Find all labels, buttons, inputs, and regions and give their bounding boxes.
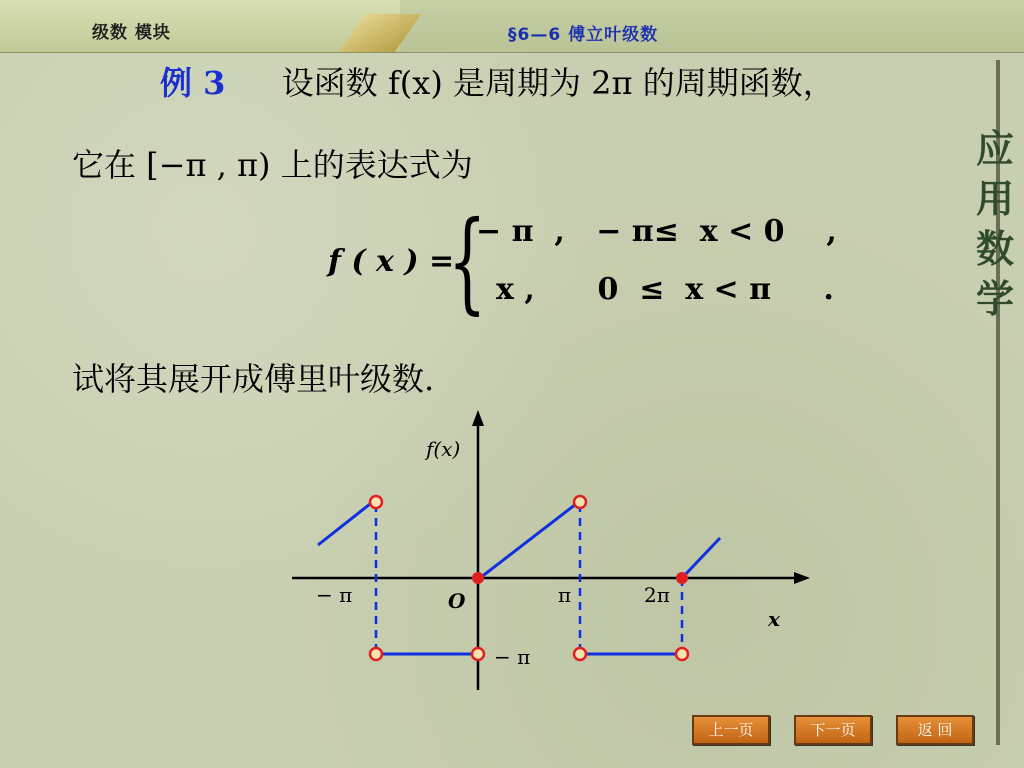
open-point: [370, 648, 382, 660]
side-label-char: 数: [975, 227, 1014, 271]
next-page-button[interactable]: 下一页: [794, 715, 872, 745]
segment-ramp-left: [318, 504, 370, 545]
header-bar: [0, 0, 1024, 53]
example-line-3: 试将其展开成傅里叶级数.: [72, 360, 435, 398]
back-button[interactable]: 返 回: [896, 715, 974, 745]
tick-label-pi: π: [558, 583, 572, 607]
example-line-1: [160, 58, 835, 104]
side-label-char: 学: [975, 277, 1014, 321]
prev-page-button[interactable]: 上一页: [692, 715, 770, 745]
side-label-char: 用: [975, 177, 1014, 221]
side-label: [968, 124, 1022, 324]
example-line-2: 它在 [−π , π) 上的表达式为: [72, 146, 473, 184]
open-point: [370, 496, 382, 508]
example-text-1: 设函数 f(x) 是周期为 2π 的周期函数，: [281, 64, 835, 102]
open-point: [676, 648, 688, 660]
x-axis-arrow: [794, 572, 810, 584]
x-axis-label: x: [768, 607, 780, 631]
y-axis-label: f(x): [426, 437, 461, 461]
y-axis-arrow: [472, 410, 484, 426]
segment-ramp-right: [682, 538, 720, 578]
section-title: §6—6 傅立叶级数: [508, 25, 659, 45]
side-label-char: 应: [975, 127, 1014, 171]
origin-label: O: [448, 589, 466, 613]
open-point: [472, 648, 484, 660]
tick-label-neg-pi: − π: [316, 583, 353, 607]
function-graph: [280, 400, 820, 700]
tick-label-2pi: 2π: [644, 583, 670, 607]
header-left-panel: [0, 0, 400, 52]
open-point: [574, 648, 586, 660]
open-point: [574, 496, 586, 508]
closed-point: [472, 572, 484, 584]
value-label-neg-pi: − π: [494, 645, 531, 669]
example-label: 例 3: [160, 64, 226, 102]
segment-ramp-middle: [480, 504, 576, 578]
formula-case-2: x , 0 ≤ x < π .: [496, 272, 834, 307]
formula-case-1: − π , − π≤ x < 0 ,: [476, 214, 837, 249]
formula-brace: {: [448, 197, 487, 325]
formula-lhs: f ( x ) =: [328, 244, 455, 279]
closed-point: [676, 572, 688, 584]
module-title: 级数 模块: [92, 23, 171, 43]
